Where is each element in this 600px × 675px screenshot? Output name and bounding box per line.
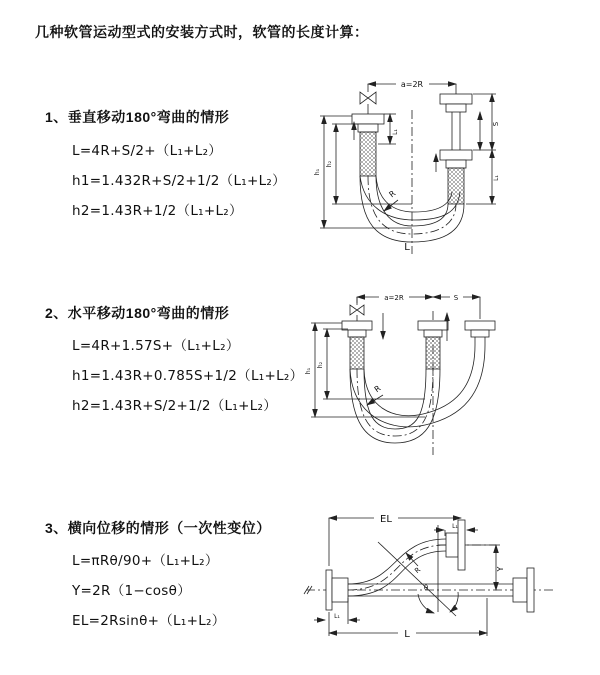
section-2-heading: 2、水平移动180°弯曲的情形 (45, 305, 230, 321)
section-1-formula-h1: h1=1.432R+S/2+1/2（L₁+L₂） (72, 173, 286, 189)
dim-label-s: S (492, 121, 500, 127)
section-3-formula-Y: Y=2R（1−cosθ） (72, 583, 192, 599)
section-3-formula-EL: EL=2Rsinθ+（L₁+L₂） (72, 613, 226, 629)
dim-label-l1-left: L₁ (334, 613, 340, 620)
dimension-y (465, 545, 505, 590)
dim-label-r: R (413, 565, 423, 576)
diagram-lateral-displacement (298, 500, 598, 660)
dim-label-l: L (404, 242, 410, 253)
left-flange-fitting (342, 321, 372, 369)
dim-label-y: Y (496, 566, 505, 572)
page-title: 几种软管运动型式的安装方式时，软管的长度计算： (35, 24, 369, 40)
dim-label-el: EL (380, 514, 392, 525)
section-2-formula-L: L=4R+1.57S+（L₁+L₂） (72, 338, 240, 354)
diagram-vertical-180-bend (310, 70, 578, 260)
radius-leader (406, 553, 422, 575)
valve-icon (350, 297, 364, 321)
middle-flange-fitting (418, 321, 448, 369)
left-flange-fitting (326, 570, 348, 610)
dim-label-l1-left: L₁ (392, 129, 399, 135)
dim-label-h1: h₁ (314, 168, 321, 176)
dimension-s (466, 94, 500, 204)
dimension-a2r (357, 292, 433, 303)
dimension-s (433, 292, 480, 319)
section-1-heading: 1、垂直移动180°弯曲的情形 (45, 109, 230, 125)
right-flange-fitting (465, 321, 495, 345)
dim-label-h2: h₂ (326, 160, 333, 168)
dimension-a2r (368, 78, 456, 94)
dimension-l1-right (492, 150, 500, 204)
dim-label-a2r: a=2R (400, 80, 424, 89)
dim-label-h1: h₁ (305, 367, 312, 375)
dimension-h2 (317, 329, 425, 399)
dim-label-r: R (387, 188, 398, 200)
dim-label-s: S (453, 294, 459, 302)
dim-label-theta: θ (423, 584, 429, 592)
section-1-formula-L: L=4R+S/2+（L₁+L₂） (72, 143, 223, 159)
right-lower-flange-fitting (513, 568, 534, 612)
dimension-l (329, 598, 487, 640)
dim-label-h2: h₂ (317, 361, 324, 369)
section-2-formula-h1: h1=1.43R+0.785S+1/2（L₁+L₂） (72, 368, 304, 384)
hose-bend-displaced (350, 345, 485, 427)
hose-bend-original (350, 369, 440, 443)
radius-leader (384, 189, 398, 211)
hose-s-curve (348, 539, 446, 596)
section-3-heading: 3、横向位移的情形（一次性变位） (45, 520, 271, 536)
section-2-formula-h2: h2=1.43R+S/2+1/2（L₁+L₂） (72, 398, 278, 414)
right-flange-fitting (440, 94, 472, 204)
dim-label-a2r: a=2R (384, 294, 404, 302)
left-flange-fitting (352, 114, 384, 176)
dim-label-l1-top: L₁ (452, 523, 458, 530)
dim-label-l: L (404, 629, 410, 640)
dim-label-l1-right: L₁ (493, 175, 500, 181)
valve-icon (360, 84, 376, 114)
section-1-formula-h2: h2=1.43R+1/2（L₁+L₂） (72, 203, 243, 219)
diagram-horizontal-180-bend (303, 283, 593, 463)
dim-label-r: R (372, 383, 383, 395)
section-3-formula-L: L=πRθ/90+（L₁+L₂） (72, 553, 219, 569)
